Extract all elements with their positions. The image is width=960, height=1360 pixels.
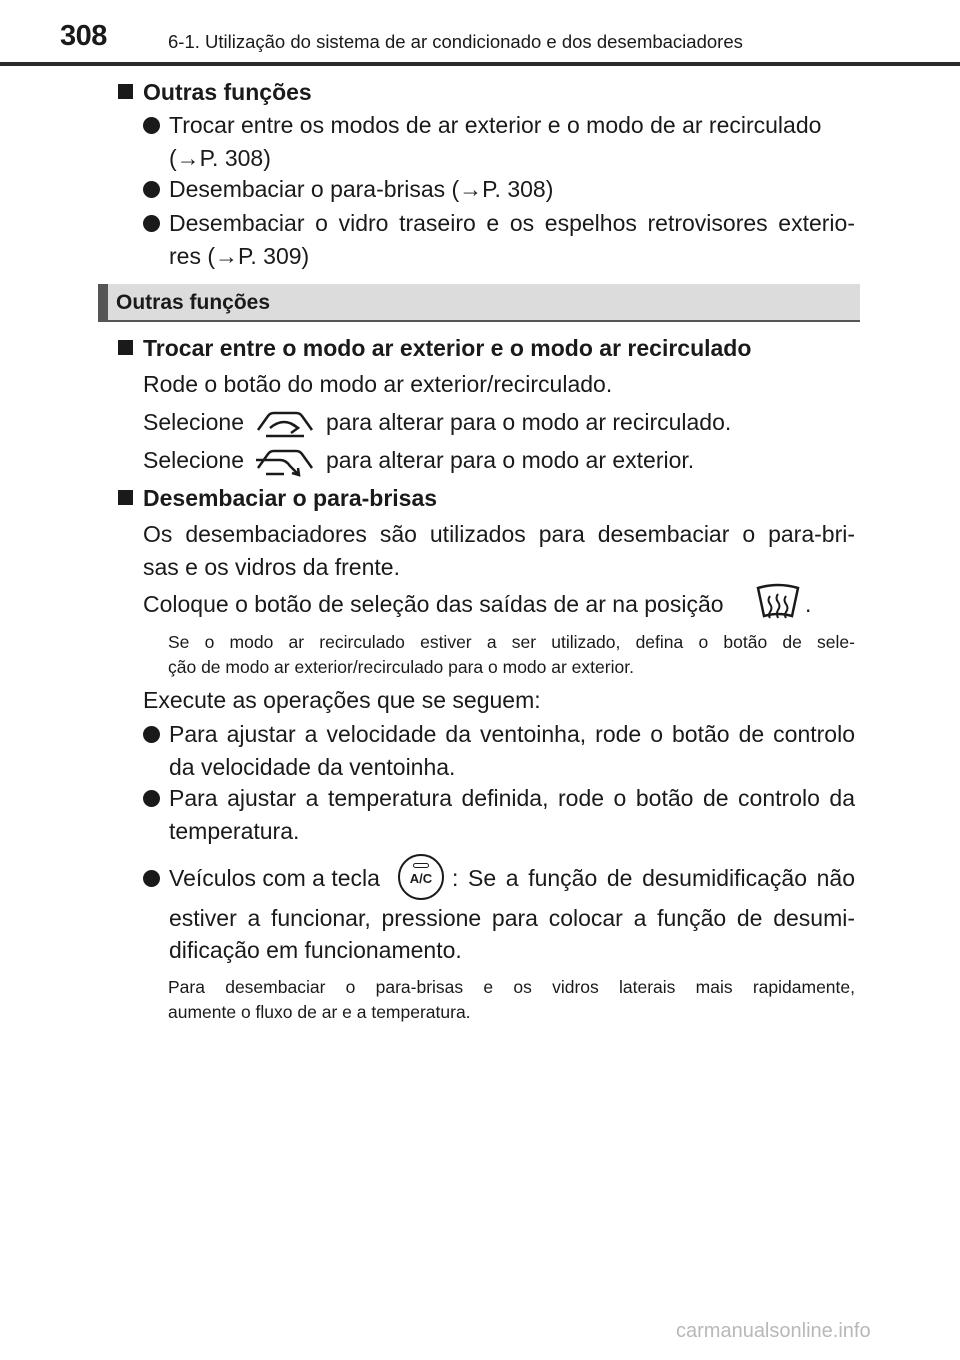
recirc-heading: Trocar entre o modo ar exterior e o modo ar recirculado — [143, 335, 752, 361]
bullet-dot — [143, 215, 160, 232]
recirc-select2-pre: Selecione — [143, 447, 245, 473]
defog-op3-post: : Se a função de desumidificação não — [452, 865, 855, 891]
heading-square-bullet — [118, 490, 133, 505]
bullet-dot — [143, 790, 160, 807]
overview-bullet-3-line2: res (→P. 309) — [169, 243, 310, 269]
heading-square-bullet — [118, 340, 133, 355]
defog-heading: Desembaciar o para-brisas — [143, 485, 438, 511]
windshield-defroster-icon — [754, 582, 802, 626]
defog-op1-line2: da velocidade da ventoinha. — [169, 754, 456, 780]
defog-note2-line2: aumente o fluxo de ar e a temperatura. — [168, 1002, 471, 1022]
recirc-line1: Rode o botão do modo ar exterior/recirculado. — [143, 371, 613, 397]
defog-p2-post: . — [805, 591, 812, 617]
overview-bullet-1-line1: Trocar entre os modos de ar exterior e o modo de ar recirculado — [169, 112, 822, 138]
overview-bullet-3-line1: Desembaciar o vidro traseiro e os espelhos retrovisores exterio- — [169, 210, 855, 236]
defog-p1-line2: sas e os vidros da frente. — [143, 554, 400, 580]
watermark: carmanualsonline.info — [676, 1320, 871, 1342]
bullet-dot — [143, 117, 160, 134]
header-rule — [0, 62, 960, 66]
bullet-dot — [143, 181, 160, 198]
defog-op3-line2: estiver a funcionar, pressione para colocar a função de desumi- — [169, 905, 855, 931]
heading-square-bullet — [118, 84, 133, 99]
ac-button-icon — [398, 854, 444, 900]
page-number: 308 — [60, 20, 107, 52]
defog-op3-line3: dificação em funcionamento. — [169, 937, 462, 963]
recirculated-air-icon — [254, 402, 316, 442]
defog-op1-line1: Para ajustar a velocidade da ventoinha, rode o botão de controlo — [169, 721, 855, 747]
defog-op2-line1: Para ajustar a temperatura definida, rode o botão de controlo da — [169, 785, 855, 811]
overview-heading: Outras funções — [143, 79, 312, 105]
outside-air-icon — [254, 440, 316, 480]
bullet-dot — [143, 726, 160, 743]
defog-ops-intro: Execute as operações que se seguem: — [143, 687, 541, 713]
recirc-select2-post: para alterar para o modo ar exterior. — [326, 447, 695, 473]
overview-bullet-2: Desembaciar o para-brisas (→P. 308) — [169, 176, 554, 202]
defog-p1-line1: Os desembaciadores são utilizados para desembaciar o para-bri- — [143, 521, 855, 547]
ac-button-label: A/C — [409, 871, 433, 886]
defog-note1-line2: ção de modo ar exterior/recirculado para o modo ar exterior. — [168, 657, 634, 677]
defog-op2-line2: temperatura. — [169, 818, 300, 844]
recirc-select1-post: para alterar para o modo ar recirculado. — [326, 409, 732, 435]
ac-indicator-icon — [413, 863, 429, 868]
defog-note1-line1: Se o modo ar recirculado estiver a ser utilizado, defina o botão de sele- — [168, 632, 855, 652]
bullet-dot — [143, 870, 160, 887]
chapter-title: 6-1. Utilização do sistema de ar condicionado e dos desembaciadores — [168, 31, 743, 52]
overview-bullet-1-line2: (→P. 308) — [169, 145, 271, 171]
defog-op3-pre: Veículos com a tecla — [169, 865, 380, 891]
recirc-select1-pre: Selecione — [143, 409, 245, 435]
defog-p2-pre: Coloque o botão de seleção das saídas de ar na posição — [143, 591, 724, 617]
defog-note2-line1: Para desembaciar o para-brisas e os vidros laterais mais rapidamente, — [168, 977, 855, 997]
section-title: Outras funções — [116, 291, 271, 314]
